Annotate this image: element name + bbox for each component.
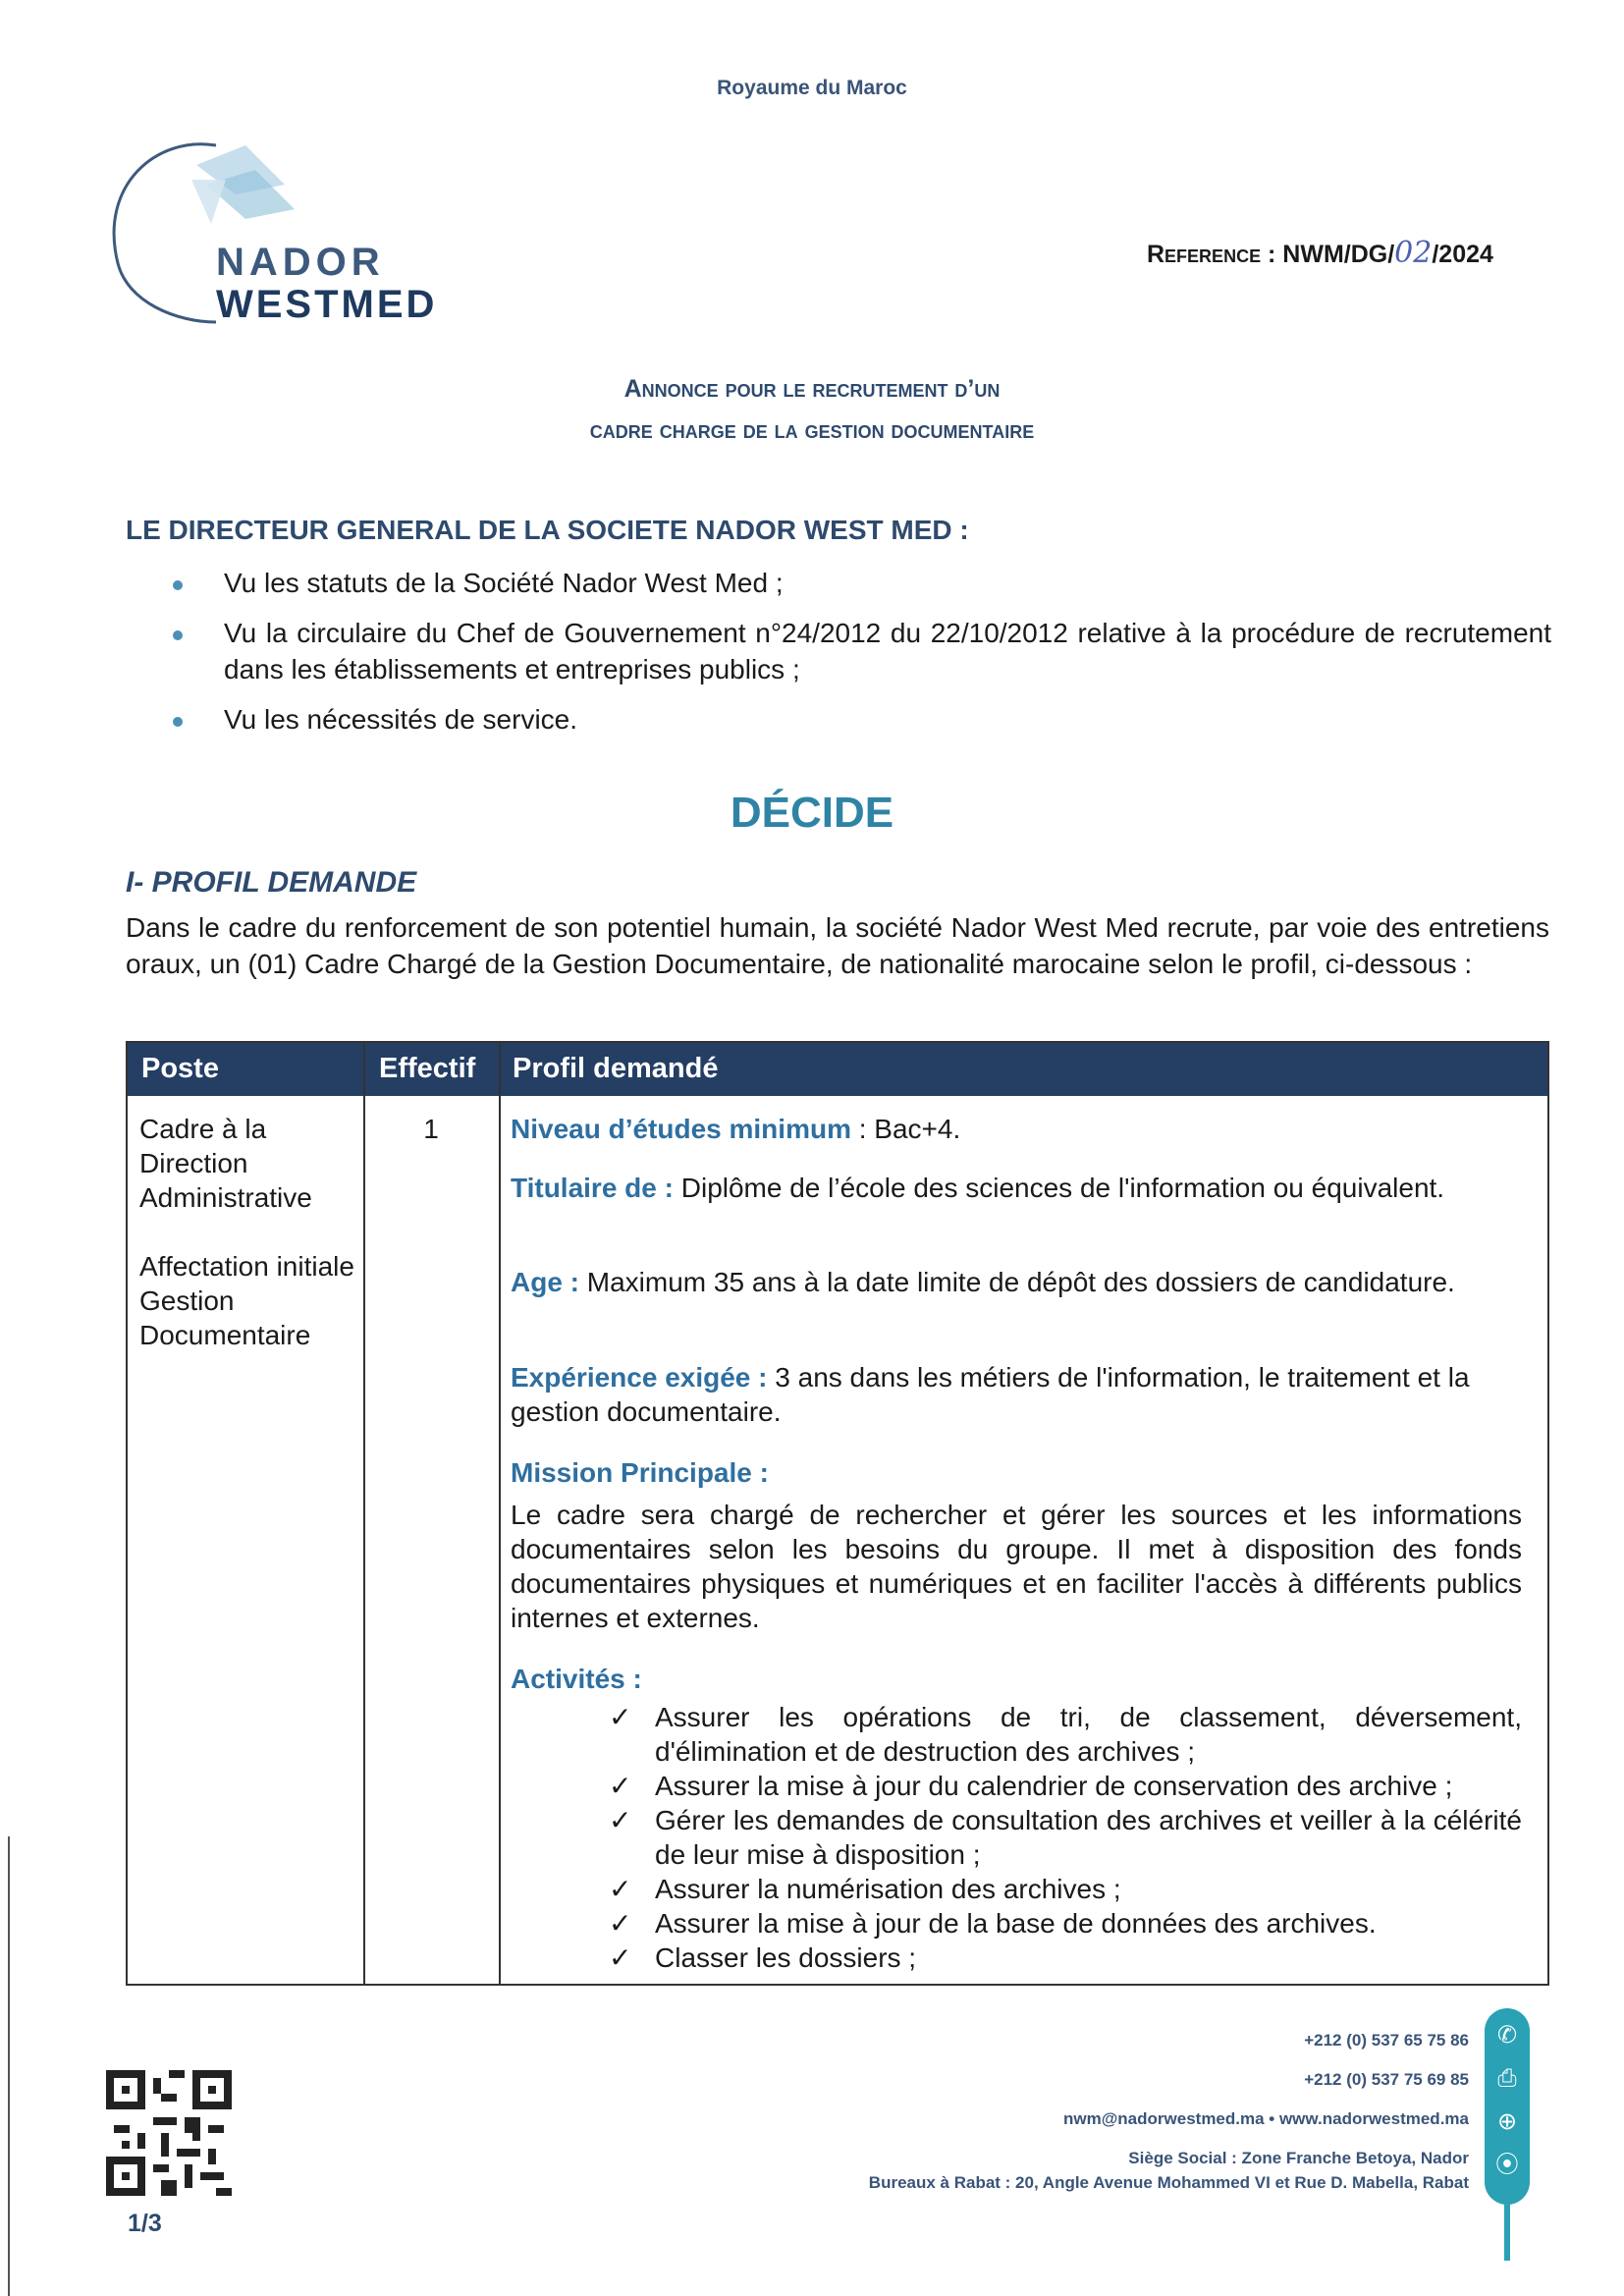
checkmark-icon: ✓ — [609, 1874, 632, 1904]
consideration-item: Vu les statuts de la Société Nador West Med ; — [167, 565, 1551, 601]
activites-section — [511, 1662, 1522, 1975]
bullet-icon — [173, 717, 183, 727]
bullet-icon — [173, 630, 183, 640]
activity-item: ✓ Assurer la mise à jour de la base de données des archives. — [609, 1908, 1377, 1939]
activity-item: ✓ Classer les dossiers ; — [609, 1942, 917, 1973]
experience-label: Expérience exigée : — [511, 1362, 768, 1393]
checkmark-icon: ✓ — [609, 1702, 632, 1732]
contact-siege: Siège Social : Zone Franche Betoya, Nador — [1128, 2149, 1469, 2167]
intro-paragraph: Dans le cadre du renforcement de son potentiel humain, la société Nador West Med recrute, par voie des entretiens oraux, un (01) Cadre Chargé de la Gestion Documentaire, de nationalité marocaine selon le profil, ci-dessous : — [126, 912, 1549, 979]
column-header-effectif: Effectif — [379, 1053, 476, 1084]
niveau-etudes: Niveau d’études minimum : Bac+4. — [511, 1114, 961, 1144]
contact-bureaux: Bureaux à Rabat : 20, Angle Avenue Mohammed VI et Rue D. Mabella, Rabat — [868, 2173, 1469, 2192]
reference-handwritten-number: 02 — [1394, 236, 1433, 270]
qr-code — [106, 2070, 232, 2196]
activity-item: ✓ Assurer la numérisation des archives ; — [609, 1874, 1121, 1904]
poste-cell: Cadre à la Direction Administrative — [139, 1114, 312, 1213]
niveau-label: Niveau d’études minimum — [511, 1114, 851, 1144]
column-divider — [499, 1043, 501, 1984]
affectation-cell: Affectation initiale Gestion Documentaire — [139, 1251, 354, 1350]
reference-year: /2024 — [1432, 241, 1493, 268]
activites-label: Activités : — [511, 1664, 642, 1694]
activity-item: ✓ Assurer la mise à jour du calendrier de conservation des archive ; — [609, 1771, 1453, 1801]
experience-requirement: Expérience exigée : 3 ans dans les métiers de l'information, le traitement et la gestion documentaire. — [511, 1362, 1470, 1427]
reference-value: NWM/DG/ — [1282, 241, 1395, 268]
consideration-item: Vu les nécessités de service. — [167, 701, 1551, 738]
checkmark-icon: ✓ — [609, 1908, 632, 1939]
profile-table — [126, 1041, 1549, 1986]
activity-item: ✓ Gérer les demandes de consultation des archives et veiller à la célérité de leur mise à disposition ; — [609, 1805, 1522, 1870]
checkmark-icon: ✓ — [609, 1771, 632, 1801]
column-header-poste: Poste — [141, 1053, 219, 1084]
phone-icon: ✆ — [1496, 2022, 1518, 2049]
reference-label: Reference : — [1147, 241, 1276, 268]
location-pin-icon: ⦿ — [1495, 2152, 1519, 2178]
age-label: Age : — [511, 1267, 579, 1297]
column-divider — [363, 1043, 365, 1984]
mission-text: Le cadre sera chargé de rechercher et gérer les sources et les informations documentaires selon les besoins du groupe. Il met à disposition des fonds documentaires physiques et numériques et en faciliter l'accès à différents publics internes et externes. — [511, 1500, 1522, 1633]
contact-email-website: nwm@nadorwestmed.ma • www.nadorwestmed.ma — [1063, 2109, 1469, 2128]
contact-icon-rail — [1485, 2008, 1530, 2205]
page-number: 1/3 — [128, 2210, 162, 2237]
kingdom-label: Royaume du Maroc — [717, 77, 907, 99]
contact-phone: +212 (0) 537 65 75 86 — [1304, 2031, 1469, 2050]
director-heading: LE DIRECTEUR GENERAL DE LA SOCIETE NADOR WEST MED : — [126, 515, 969, 545]
section-title-profil: I- PROFIL DEMANDE — [126, 866, 417, 899]
printer-icon: ⎙ — [1497, 2065, 1517, 2092]
mission-principale — [511, 1455, 1522, 1635]
checkmark-icon: ✓ — [609, 1942, 632, 1973]
rail-stem — [1504, 2200, 1510, 2261]
titulaire-de: Titulaire de : Diplôme de l’école des sciences de l'information ou équivalent. — [511, 1173, 1445, 1203]
table-header-row — [128, 1043, 1547, 1096]
considerations-list — [167, 565, 1551, 751]
logo-text-nador: NADOR — [216, 241, 385, 284]
decide-heading: DÉCIDE — [730, 789, 894, 837]
activity-item: ✓ Assurer les opérations de tri, de classement, déversement, d'élimination et de destruction des archives ; — [609, 1702, 1522, 1767]
titulaire-label: Titulaire de : — [511, 1173, 674, 1203]
reference-number — [1147, 236, 1493, 270]
logo-text-westmed: WESTMED — [216, 283, 438, 326]
age-requirement: Age : Maximum 35 ans à la date limite de dépôt des dossiers de candidature. — [511, 1267, 1455, 1297]
scan-edge-line — [8, 1836, 10, 2296]
globe-icon: ⊕ — [1496, 2108, 1518, 2135]
column-header-profil: Profil demandé — [513, 1053, 719, 1084]
contact-fax: +212 (0) 537 75 69 85 — [1304, 2070, 1469, 2089]
announcement-title-line-2: cadre charge de la gestion documentaire — [589, 416, 1035, 444]
consideration-item: Vu la circulaire du Chef de Gouvernement n°24/2012 du 22/10/2012 relative à la procédure de recrutement dans les établissements et entreprises publics ; — [167, 615, 1551, 687]
mission-label: Mission Principale : — [511, 1457, 769, 1488]
checkmark-icon: ✓ — [609, 1805, 632, 1835]
announcement-title-line-1: Annonce pour le recrutement d’un — [623, 375, 1001, 403]
bullet-icon — [173, 580, 183, 590]
effectif-cell: 1 — [423, 1114, 439, 1144]
